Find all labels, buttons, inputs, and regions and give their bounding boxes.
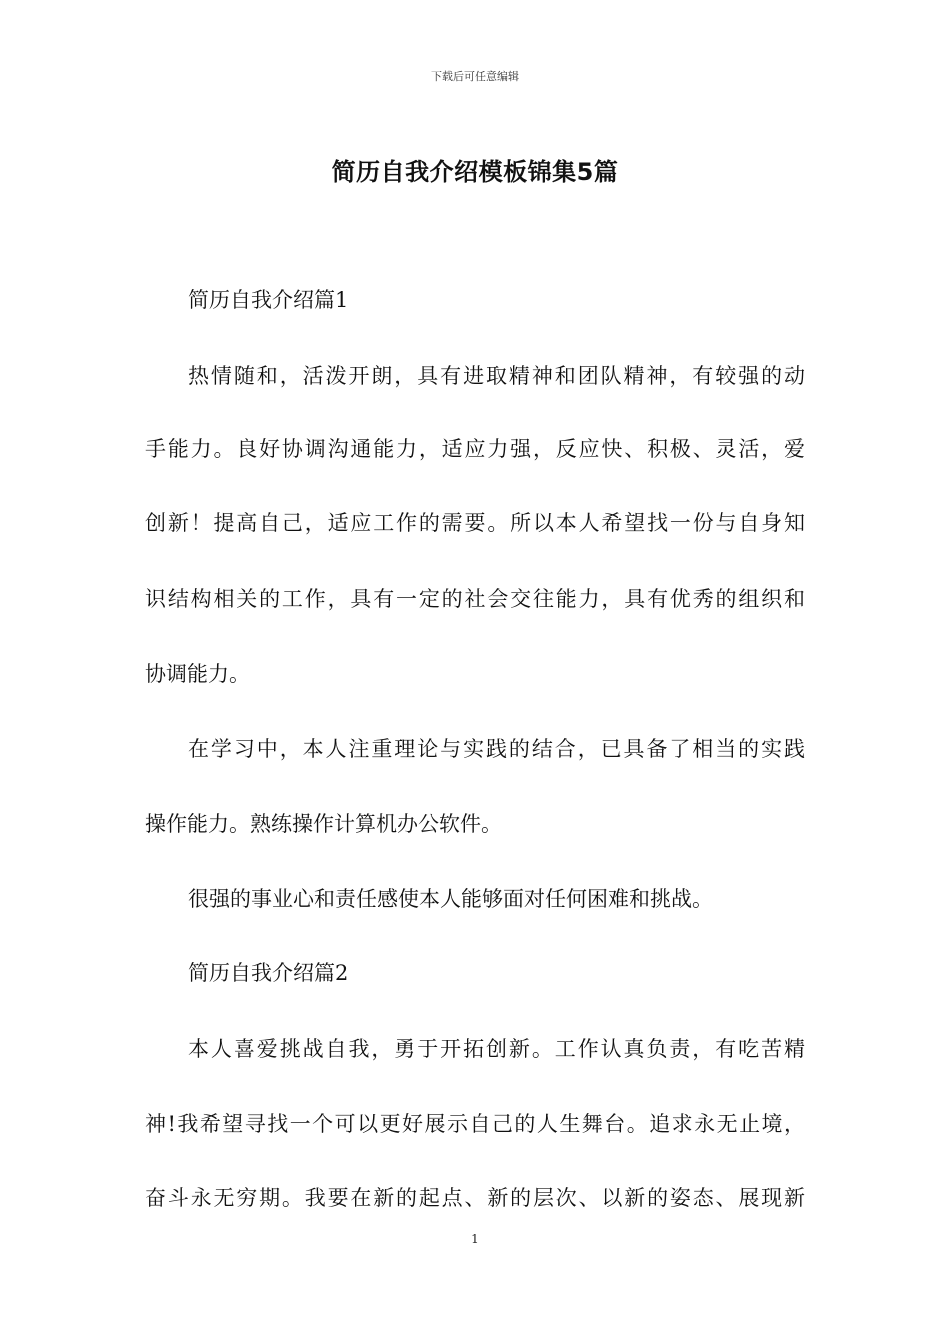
paragraph-line: 手能力。良好协调沟通能力，适应力强，反应快、积极、灵活，爱 bbox=[145, 437, 805, 461]
paragraph-line: 创新！提高自己，适应工作的需要。所以本人希望找一份与自身知 bbox=[145, 511, 805, 535]
page-number: 1 bbox=[471, 1232, 479, 1246]
paragraph-line: 热情随和，活泼开朗，具有进取精神和团队精神，有较强的动 bbox=[188, 364, 805, 388]
paragraph-line: 神!我希望寻找一个可以更好展示自己的人生舞台。追求永无止境， bbox=[145, 1112, 805, 1136]
paragraph-line: 操作能力。熟练操作计算机办公软件。 bbox=[145, 812, 502, 836]
section-heading-2: 简历自我介绍篇2 bbox=[188, 961, 349, 985]
paragraph-line: 奋斗永无穷期。我要在新的起点、新的层次、以新的姿态、展现新 bbox=[145, 1186, 805, 1210]
paragraph-line: 本人喜爱挑战自我，勇于开拓创新。工作认真负责，有吃苦精 bbox=[188, 1037, 805, 1061]
paragraph-line: 在学习中，本人注重理论与实践的结合，已具备了相当的实践 bbox=[188, 737, 805, 761]
section-heading-1: 简历自我介绍篇1 bbox=[188, 288, 349, 312]
header-note: 下载后可任意编辑 bbox=[431, 70, 519, 83]
paragraph-line: 很强的事业心和责任感使本人能够面对任何困难和挑战。 bbox=[188, 887, 713, 911]
paragraph-line: 协调能力。 bbox=[145, 662, 250, 686]
paragraph-line: 识结构相关的工作，具有一定的社会交往能力，具有优秀的组织和 bbox=[145, 587, 805, 611]
document-title: 简历自我介绍模板锦集5篇 bbox=[331, 158, 619, 186]
